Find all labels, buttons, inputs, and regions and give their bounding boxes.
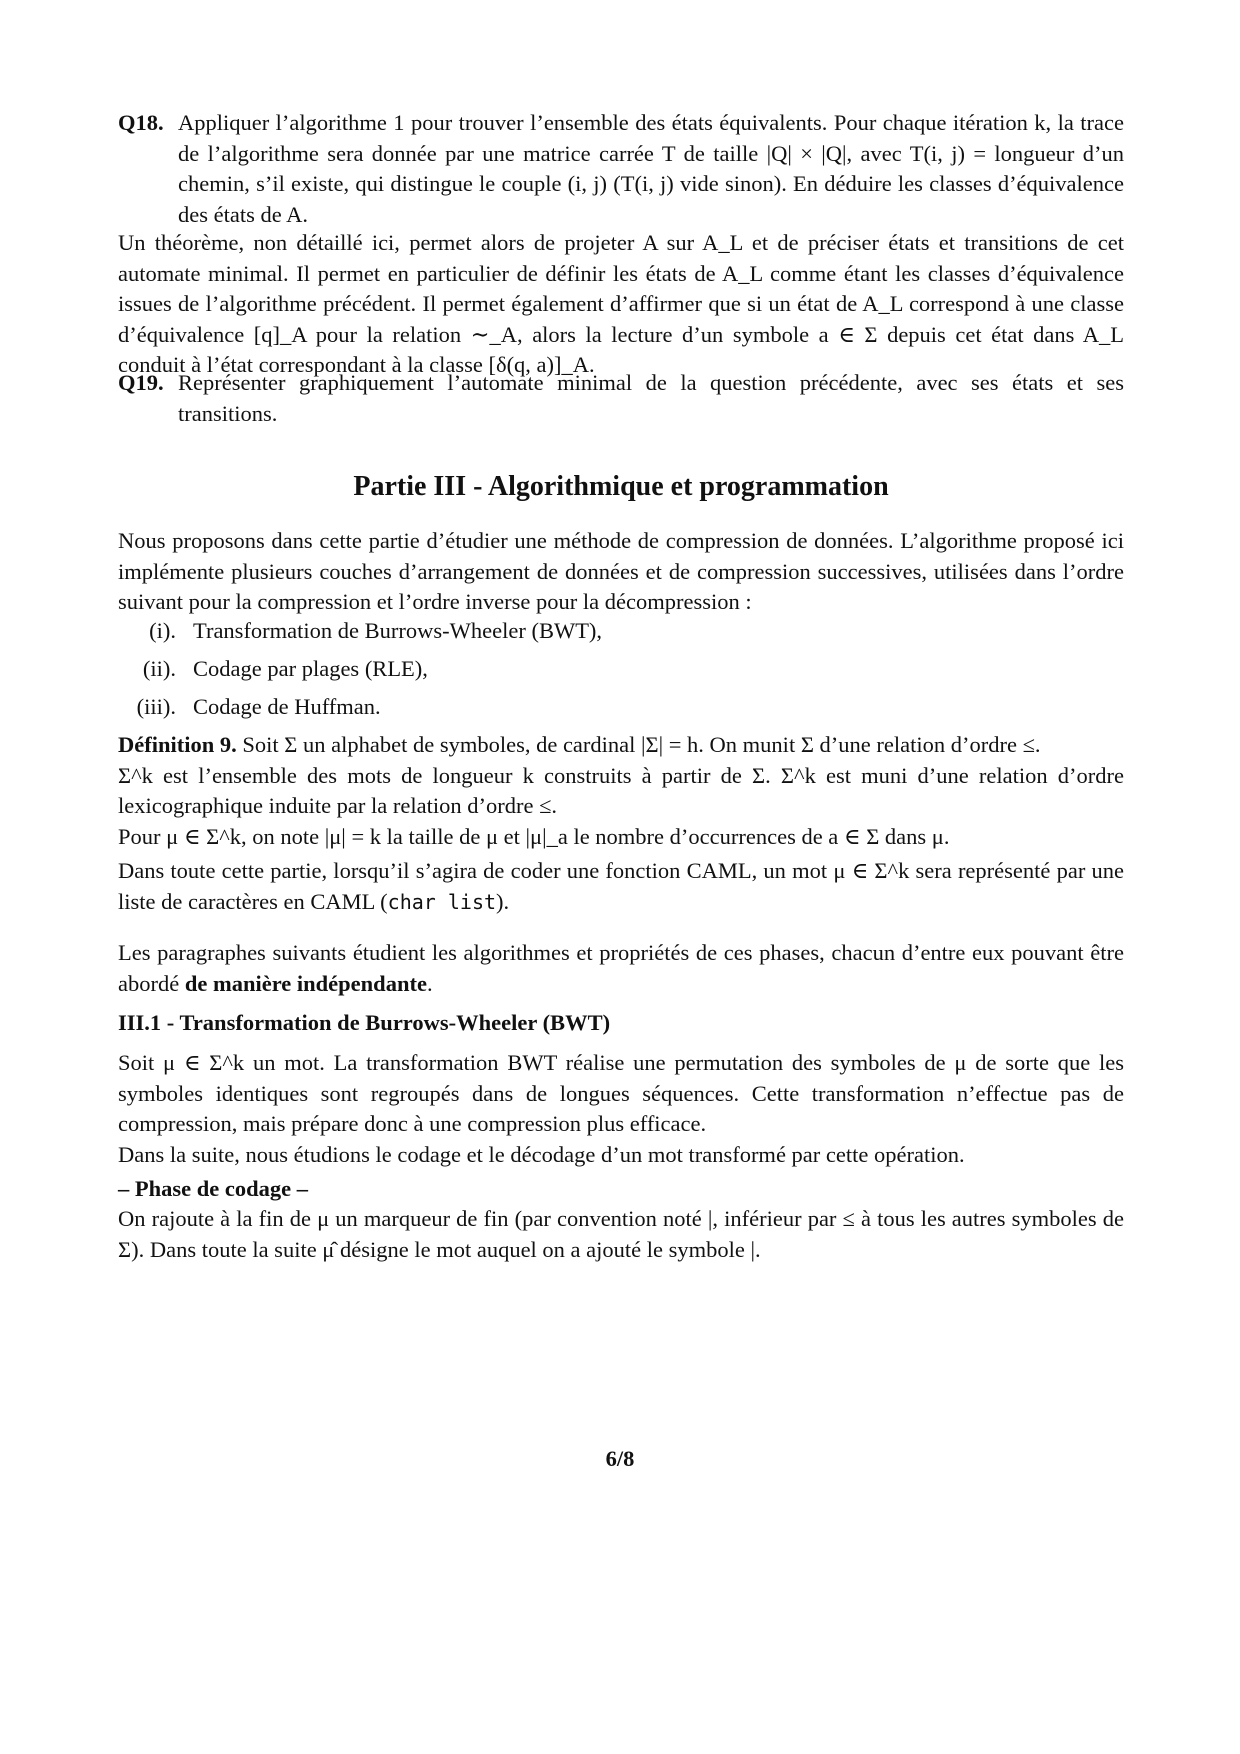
definition-9 bbox=[118, 730, 1124, 852]
bwt-line-1: Soit μ ∈ Σ^k un mot. La transformation BWT réalise une permutation des symboles de μ de sorte que les symboles identiques sont regroupés dans de longues séquences. Cette transformation n’effectue pas de compression, mais prépare donc à une compression plus efficace. bbox=[118, 1050, 1124, 1136]
question-q19 bbox=[118, 368, 1124, 429]
definition-label: Définition 9. bbox=[118, 732, 237, 757]
q18-label: Q18. bbox=[118, 110, 164, 135]
definition-line-3: Pour μ ∈ Σ^k, on note |μ| = k la taille de μ et |μ|_a le nombre d’occurrences de a ∈ Σ dans μ. bbox=[118, 823, 950, 849]
compression-steps-list bbox=[118, 616, 1124, 730]
marker-paragraph: On rajoute à la fin de μ un marqueur de fin (par convention noté |, inférieur par ≤ à tous les autres symboles de Σ). Dans toute la suite μ̂ désigne le mot auquel on a ajouté le symbole |. bbox=[118, 1206, 1124, 1262]
question-q18 bbox=[118, 108, 1124, 230]
q19-label: Q19. bbox=[118, 370, 164, 395]
theorem-paragraph: Un théorème, non détaillé ici, permet alors de projeter A sur A_L et de préciser états et transitions de cet automate minimal. Il permet en particulier de définir les états de A_L comme étant les classes d’équivalence issues de l’algorithme précédent. Il permet également d’affirmer que si un état de A_L correspond à une classe d’équivalence [q]_A pour la relation ∼_A, alors la lecture d’un symbole a ∈ Σ depuis cet état dans A_L conduit à l’état correspondant à la classe [δ(q, a)]_A. bbox=[118, 230, 1124, 377]
list-item-text: Codage par plages (RLE), bbox=[193, 656, 428, 681]
q18-text: Appliquer l’algorithme 1 pour trouver l’ensemble des états équivalents. Pour chaque itération k, la trace de l’algorithme sera donnée par une matrice carrée T de taille |Q| × |Q|, avec T(i, j) = longueur d’un chemin, s’il existe, qui distingue le couple (i, j) (T(i, j) vide sinon). En déduire les classes d’équivalence des états de A. bbox=[178, 110, 1124, 227]
caml-text-after: ). bbox=[496, 888, 510, 914]
list-item-number: (iii). bbox=[136, 694, 176, 719]
list-item bbox=[118, 692, 1124, 730]
part-title: Partie III - Algorithmique et programmation bbox=[353, 471, 889, 502]
caml-code: char list bbox=[387, 889, 497, 914]
phases-text-before: Les paragraphes suivants étudient les algorithmes et propriétés de ces phases, chacun d’entre eux pouvant être abordé bbox=[118, 940, 1124, 996]
page-number: 6/8 bbox=[605, 1446, 635, 1471]
list-item bbox=[118, 616, 1124, 654]
list-item bbox=[118, 654, 1124, 692]
section-title: III.1 - Transformation de Burrows-Wheeler (BWT) bbox=[118, 1010, 611, 1035]
definition-line-1-text: Soit Σ un alphabet de symboles, de cardinal |Σ| = h. On munit Σ d’une relation d’ordre ≤. bbox=[242, 732, 1041, 757]
definition-line-2: Σ^k est l’ensemble des mots de longueur k construits à partir de Σ. Σ^k est muni d’une relation d’ordre lexicographique induite par la relation d’ordre ≤. bbox=[118, 762, 1124, 818]
phases-text-bold: de manière indépendante bbox=[184, 970, 427, 996]
list-item-number: (ii). bbox=[142, 656, 176, 681]
bwt-line-2: Dans la suite, nous étudions le codage et le décodage d’un mot transformé par cette opération. bbox=[118, 1141, 965, 1167]
bwt-paragraph bbox=[118, 1048, 1124, 1170]
q19-text: Représenter graphiquement l’automate minimal de la question précédente, avec ses états et ses transitions. bbox=[178, 370, 1124, 426]
phases-paragraph bbox=[118, 938, 1124, 999]
definition-line-1 bbox=[118, 730, 1124, 761]
list-item-text: Codage de Huffman. bbox=[193, 694, 381, 719]
list-item-text: Transformation de Burrows-Wheeler (BWT), bbox=[193, 618, 603, 643]
intro-paragraph: Nous proposons dans cette partie d’étudier une méthode de compression de données. L’algorithme proposé ici implémente plusieurs couches d’arrangement de données et de compression successives, utilisées dans l’ordre suivant pour la compression et l’ordre inverse pour la décompression : bbox=[118, 528, 1124, 614]
caml-paragraph bbox=[118, 856, 1124, 917]
phases-text-after: . bbox=[426, 970, 433, 996]
phase-title: – Phase de codage – bbox=[118, 1176, 308, 1201]
caml-text-before: Dans toute cette partie, lorsqu’il s’agira de coder une fonction CAML, un mot μ ∈ Σ^k sera représenté par une liste de caractères en CAML ( bbox=[118, 858, 1124, 914]
list-item-number: (i). bbox=[149, 618, 176, 643]
